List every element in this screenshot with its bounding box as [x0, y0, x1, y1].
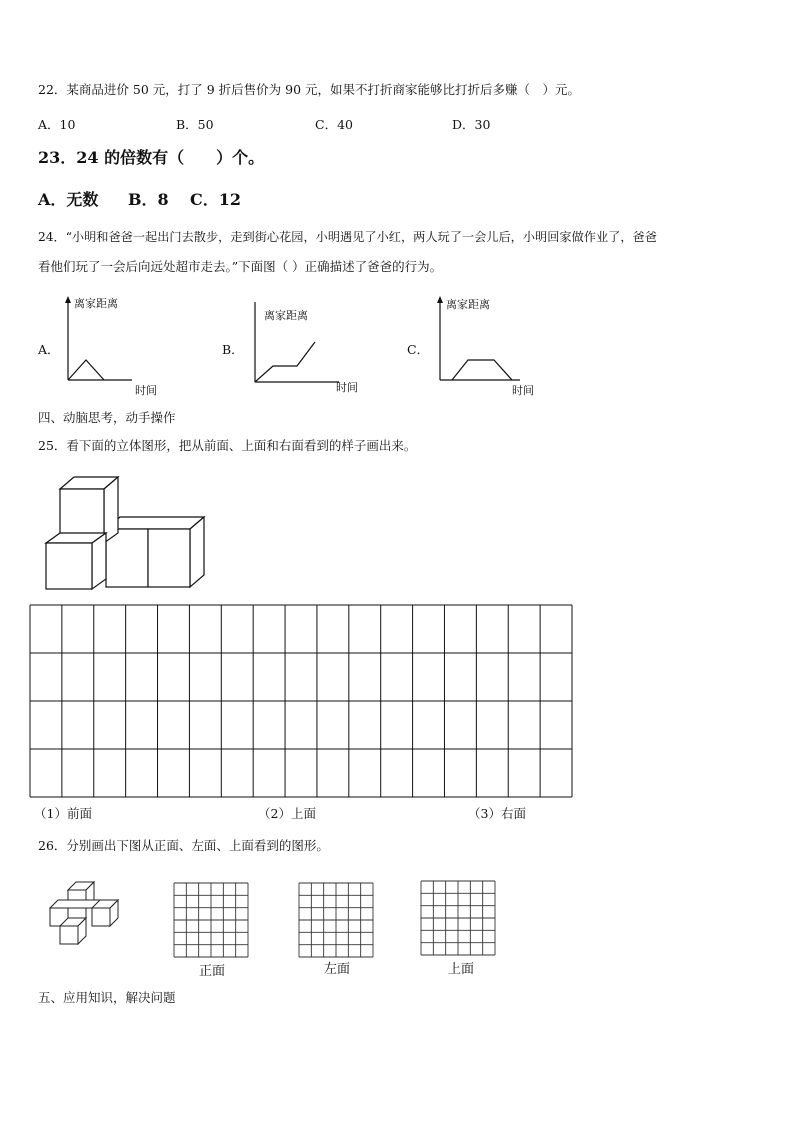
q25-cube-figure [44, 475, 214, 600]
q24-graph-a-xlabel: 时间 [135, 384, 157, 397]
q22-stem: 22．某商品进价 50 元，打了 9 折后售价为 90 元，如果不打折商家能够比打折后多赚（ ）元。 [38, 82, 581, 97]
q26-stem: 26．分别画出下图从正面、左面、上面看到的图形。 [38, 838, 329, 853]
q24-stem-line1: 24．“小明和爸爸一起出门去散步，走到街心花园，小明遇见了小红，两人玩了一会儿后，小明回家做作业了，爸爸 [38, 230, 657, 244]
q24-graph-a-option: A． [38, 342, 60, 357]
q26-cube-figure [44, 880, 144, 960]
q22-option-a: A．10 [38, 117, 76, 132]
q22-option-b: B．50 [176, 117, 214, 132]
section-4-heading: 四、动脑思考，动手操作 [38, 410, 176, 425]
q24-graph-b-xlabel: 时间 [336, 381, 358, 394]
q25-caption-right: （3）右面 [468, 806, 526, 821]
q24-graph-c-ylabel: 离家距离 [446, 298, 490, 311]
q22-option-d: D．30 [452, 117, 491, 132]
q23-stem: 23．24 的倍数有（ ）个。 [38, 148, 265, 167]
q25-caption-top: （2）上面 [258, 806, 316, 821]
q24-graph-c-xlabel: 时间 [512, 384, 534, 397]
q26-grid-left[interactable] [299, 883, 375, 959]
q26-label-front: 正面 [199, 964, 226, 979]
q23-option-a: A．无数 [38, 190, 99, 209]
q24-stem-line2: 看他们玩了一会后向远处超市走去。”下面图（ ）正确描述了爸爸的行为。 [38, 259, 443, 274]
q23-option-b: B．8 [128, 190, 169, 209]
q24-graph-b-option: B． [222, 342, 244, 357]
q23-option-c: C．12 [190, 190, 242, 209]
q24-graph-c-option: C． [407, 342, 430, 357]
q24-graph-b-ylabel: 离家距离 [264, 309, 308, 322]
q24-graph-a-ylabel: 离家距离 [74, 297, 118, 310]
q26-grid-top[interactable] [421, 881, 497, 957]
q26-label-top: 上面 [448, 962, 475, 977]
section-5-heading: 五、应用知识，解决问题 [38, 990, 176, 1005]
q25-caption-front: （1）前面 [34, 806, 92, 821]
q25-stem: 25．看下面的立体图形，把从前面、上面和右面看到的样子画出来。 [38, 438, 417, 453]
q26-grid-front[interactable] [174, 883, 250, 959]
q22-option-c: C．40 [315, 117, 353, 132]
q25-drawing-grid[interactable] [30, 605, 574, 799]
q26-label-left: 左面 [324, 962, 351, 977]
